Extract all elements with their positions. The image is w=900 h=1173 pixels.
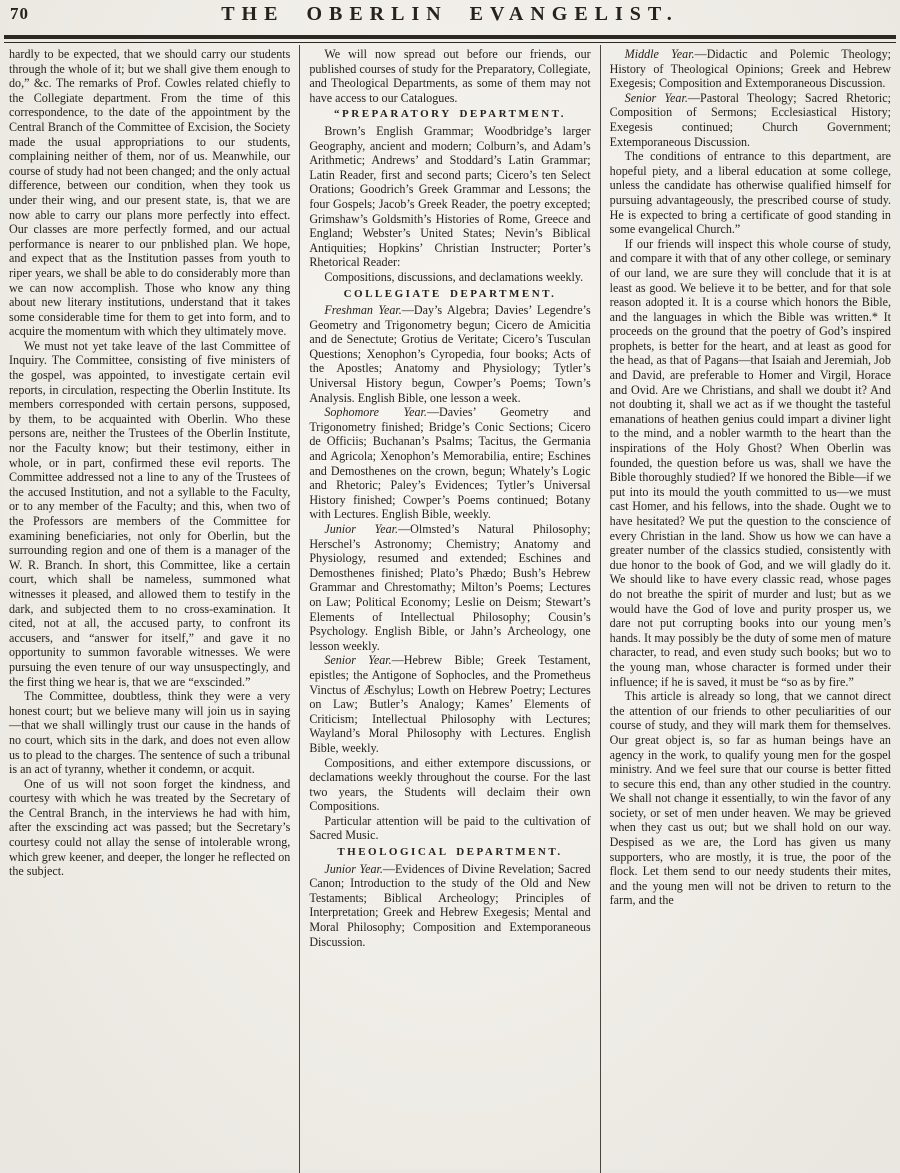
course-year-label: Senior Year.	[624, 90, 688, 105]
masthead-title: THE OBERLIN EVANGELIST.	[221, 3, 679, 25]
header-rule	[4, 35, 896, 43]
course-paragraph: Freshman Year.—Day’s Algebra; Davies’ Legendre’s Geometry and Trigonometry begun; Cicero de Amicitia and de Senectute; Grotius de Veritate; Cicero’s Tusculan Questions; Xenophon’s Cyropedia, four books; Acts of the Apostles; Anatomy and Physiology; Tytler’s Universal History begun, Cowper’s Poems; Town’s Analysis. English Bible, one lesson a week.	[309, 303, 591, 405]
paragraph: Compositions, and either extempore discussions, or declamations weekly throughout the course. For the last two years, the Students will declaim their own Compositions.	[309, 755, 591, 814]
course-paragraph: Junior Year.—Olmsted’s Natural Philosophy; Herschel’s Astronomy; Chemistry; Anatomy and Physiology, resumed and extended; Eschines and Demosthenes finished; Plato’s Phædo; Bush’s Hebrew Grammar and Chrestomathy; Milton’s Poems; Lectures on Law; Political Economy; Leslie on Deism; Stewart’s Elements of Intellectual Philosophy; Cousin’s Psychology. English Bible, or Jahn’s Archeology, one lesson weekly.	[309, 522, 591, 653]
section-heading: THEOLOGICAL DEPARTMENT.	[337, 846, 563, 859]
course-year-label: Middle Year.	[624, 47, 695, 61]
paragraph: This article is already so long, that we cannot direct the attention of our friends to other peculiarities of our course of study, and they will mark them for themselves. Our great object is, so far as human beings have an agency in the work, to qualify young men for the gospel ministry. And we feel sure that our course is better fitted to secure this end, than any other studied in the country. We shall not change it essentially, to win the favor of any society, or set of men under heaven. We may be grieved when they cast us out; but we shall hold on our way. Despised as we are, the Lord has given us many supporters, who are mostly, it is true, the poor of the flock. Let them send to our needy students their mites, and the young men will not be driven to return to the farm, and the	[609, 689, 891, 908]
section-heading: “PREPARATORY DEPARTMENT.	[334, 108, 566, 121]
column-2	[299, 45, 599, 1173]
paragraph: The Committee, doubtless, think they were a very honest court; but we believe many will join us in saying—that we shall willingly trust our cause in the hands of no court, which sits in the dark, and does not even allow us to plead to the charges. The sentence of such a tribunal is an act of tyranny, whether it condemn, or acquit.	[9, 689, 291, 777]
course-year-label: Junior Year.	[324, 522, 399, 536]
paragraph: Particular attention will be paid to the cultivation of Sacred Music.	[309, 813, 591, 843]
paragraph: Compositions, discussions, and declamations weekly.	[324, 269, 584, 284]
section-heading: COLLEGIATE DEPARTMENT.	[343, 287, 557, 300]
course-year-label: Senior Year.	[324, 653, 392, 668]
column-3	[600, 45, 900, 1173]
course-year-label: Junior Year.	[324, 861, 383, 876]
paragraph: One of us will not soon forget the kindness, and courtesy with which he was treated by the Secretary of the Central Branch, in the interviews he had with him, after the exscinding act was passed; but the Secretary’s courtesy could not allay the sense of intolerable wrong, which grew keener, and deeper, the longer he reflected on the subject.	[9, 776, 291, 879]
paragraph: Brown’s English Grammar; Woodbridge’s larger Geography, ancient and modern; Colburn’s, and Adam’s Arithmetic; Andrews’ and Stoddard’s Latin Grammar; Latin Reader, first and second parts; Cicero’s ten Select Orations; Goodrich’s Greek Grammar and Lessons; the four Gospels; Jacob’s Greek Reader, the poetry excepted; Grimshaw’s Goldsmith’s Histories of Rome, Greece and England; Webster’s United States; Nevin’s Biblical Antiquities; Hopkins’ Christian Instructer; Porter’s Rhetorical Reader:	[309, 123, 591, 270]
page-header	[0, 0, 900, 33]
paragraph: If our friends will inspect this whole course of study, and compare it with that of any other college, or seminary of our land, we are sure they will conclude that it is at least as good. We believe it to be better, and for that sole reason adopted it. It is a course which honors the Bible, and the languages in which the Bible was written.* It proceeds on the ground that the poetry of God’s inspired prophets, is better for the heart, and at least as good for the head, as that of Pagans—that Isaiah and Jeremiah, Job and David, are preferable to Homer and Virgil, Horace and Ovid. Are we Christians, and shall we doubt it? And not doubting it, shall we act as if we thought the tasteful emanations of heathen genius could impart a diviner light to the mind, and a nobler warmth to the heart than the inspirations of the Holy Ghost? When Oberlin was founded, the question before us was, shall we have the Bible thoroughly studied? If we honored the Bible—if we put into its mould the youth committed to us—we must cast Homer, and his fellows, into the shade. Ought we to have hesitated? We put the question to the conscience of every Christian in the land. Show us how we can have a greater number of the classics studied, consistently with due honor to the book of God, and we will gladly do it. We should like to have every classic read, whose pages do not breathe the spirit of murder and lust; but as we would have the God of love and purity prosper us, we dare not put corrupting books into our young men’s hands. It may possibly be the duty of some men of mature character, to read, and even study such books; but wo to the young man, whose character is formed under their influence; if he is saved, it must be “so as by fire.”	[609, 236, 891, 689]
course-paragraph: Junior Year.—Evidences of Divine Revelation; Sacred Canon; Introduction to the study of the Old and New Testaments; Biblical Archeology; Principles of Interpretation; Greek and Hebrew Exegesis; Mental and Moral Philosophy; Composition and Extemporaneous Discussion.	[309, 861, 591, 949]
paragraph: We will now spread out before our friends, our published courses of study for the Preparatory, Collegiate, and Theological Departments, as some of them may not have access to our Catalogues.	[309, 47, 591, 105]
course-year-label: Freshman Year.	[324, 303, 402, 318]
course-paragraph: Middle Year.—Didactic and Polemic Theology; History of Theological Opinions; Greek and Hebrew Exegesis; Composition and Extemporaneous Discussion.	[609, 47, 891, 91]
course-paragraph: Sophomore Year.—Davies’ Geometry and Trigonometry finished; Bridge’s Conic Sections; Cicero de Officiis; Buchanan’s Psalms; Tacitus, the Germania and Agricola; Xenophon’s Memorabilia, entire; Eschines and Demosthenes on the crown, begun; Whately’s Logic and Rhetoric; Paley’s Evidences; Tytler’s Universal History finished; Cowper’s Poems continued; Botany with Lectures. English Bible, weekly.	[309, 405, 591, 522]
course-year-label: Sophomore Year.	[324, 405, 427, 420]
course-paragraph: Senior Year.—Pastoral Theology; Sacred Rhetoric; Composition of Sermons; Ecclesiastical History; Exegesis continued; Church Government; Extemporaneous Discussion.	[609, 90, 891, 149]
article-columns	[0, 45, 900, 1173]
paragraph: hardly to be expected, that we should carry our students through the whole of it; but we shall give them enough to do,” &c. The remarks of Prof. Cowles related chiefly to the Collegiate department. From the time of this correspondence, to the date of the appointment by the Central Branch of the Committee of Excision, the Society made the usual appropriations to our students, complaining neither of them, nor of us. Meanwhile, our course of study had not been changed; and the only actual difference, between our condition, when they took us under their wing, and our present state, is, that we are now able to carry our plans more perfectly into effect. Our classes are more perfectly formed, and our actual performance is nearer to our pnblished plan. We hope, and expect that as the Institution passes from youth to riper years, we shall be able to do considerably more than we can now accomplish. Those who know any thing about new literary institutions, understand that it takes some considerable time for them to get into form, and to acquire the momentum with which they ultimately move.	[9, 47, 291, 339]
paragraph: We must not yet take leave of the last Committee of Inquiry. The Committee, consisting of five ministers of the gospel, was appointed, to investigate certain evil reports, in circulation, respecting the Oberlin Institute. Its members corresponded with certain persons, supposed, by them, to be acquainted with Oberlin. Who these persons are, neither the Trustees of the Oberlin Institute, nor the Faculty know; but their testimony, either in whole, or in part, confirmed these evil reports. The Committee addressed not a line to any of the Trustees of the accused Institution, and not a syllable to the Faculty, or to any member of the Faculty; and this, when two of the Professors are members of the Committee for examining beneficiaries, not only for Oberlin, but the surrounding region and one of them is a manager of the W. R. Branch. In short, this Committee, like a certain court, which shall be nameless, summoned what witnesses it pleased, and allowed them to testify in the dark, and subjected them to no cross-examination. It cited, not at all, the accused party, to confront its accusers, and “answer for itself,” and gave it no opportunity to summon favorable witnesses. We were pursuing the even tenure of our way unsuspectingly, and the first thing we hear is, that we are “exscinded.”	[9, 338, 291, 689]
page-number: 70	[10, 4, 29, 23]
column-1	[0, 45, 299, 1173]
paragraph: The conditions of entrance to this department, are hopeful piety, and a liberal education at some college, unless the candidate has otherwise qualified himself for pursuing advantageously, the prescribed course of study. He is expected to bring a certificate of good standing in some evangelical Church.”	[609, 149, 891, 237]
course-paragraph: Senior Year.—Hebrew Bible; Greek Testament, epistles; the Antigone of Sophocles, and the Prometheus Vinctus of Æschylus; Lowth on Hebrew Poetry; Lectures on Law; Butler’s Analogy; Kames’ Elements of Criticism; Intellectual Philosophy with Lectures; Wayland’s Moral Philosophy with Lectures. English Bible, weekly.	[309, 653, 591, 755]
